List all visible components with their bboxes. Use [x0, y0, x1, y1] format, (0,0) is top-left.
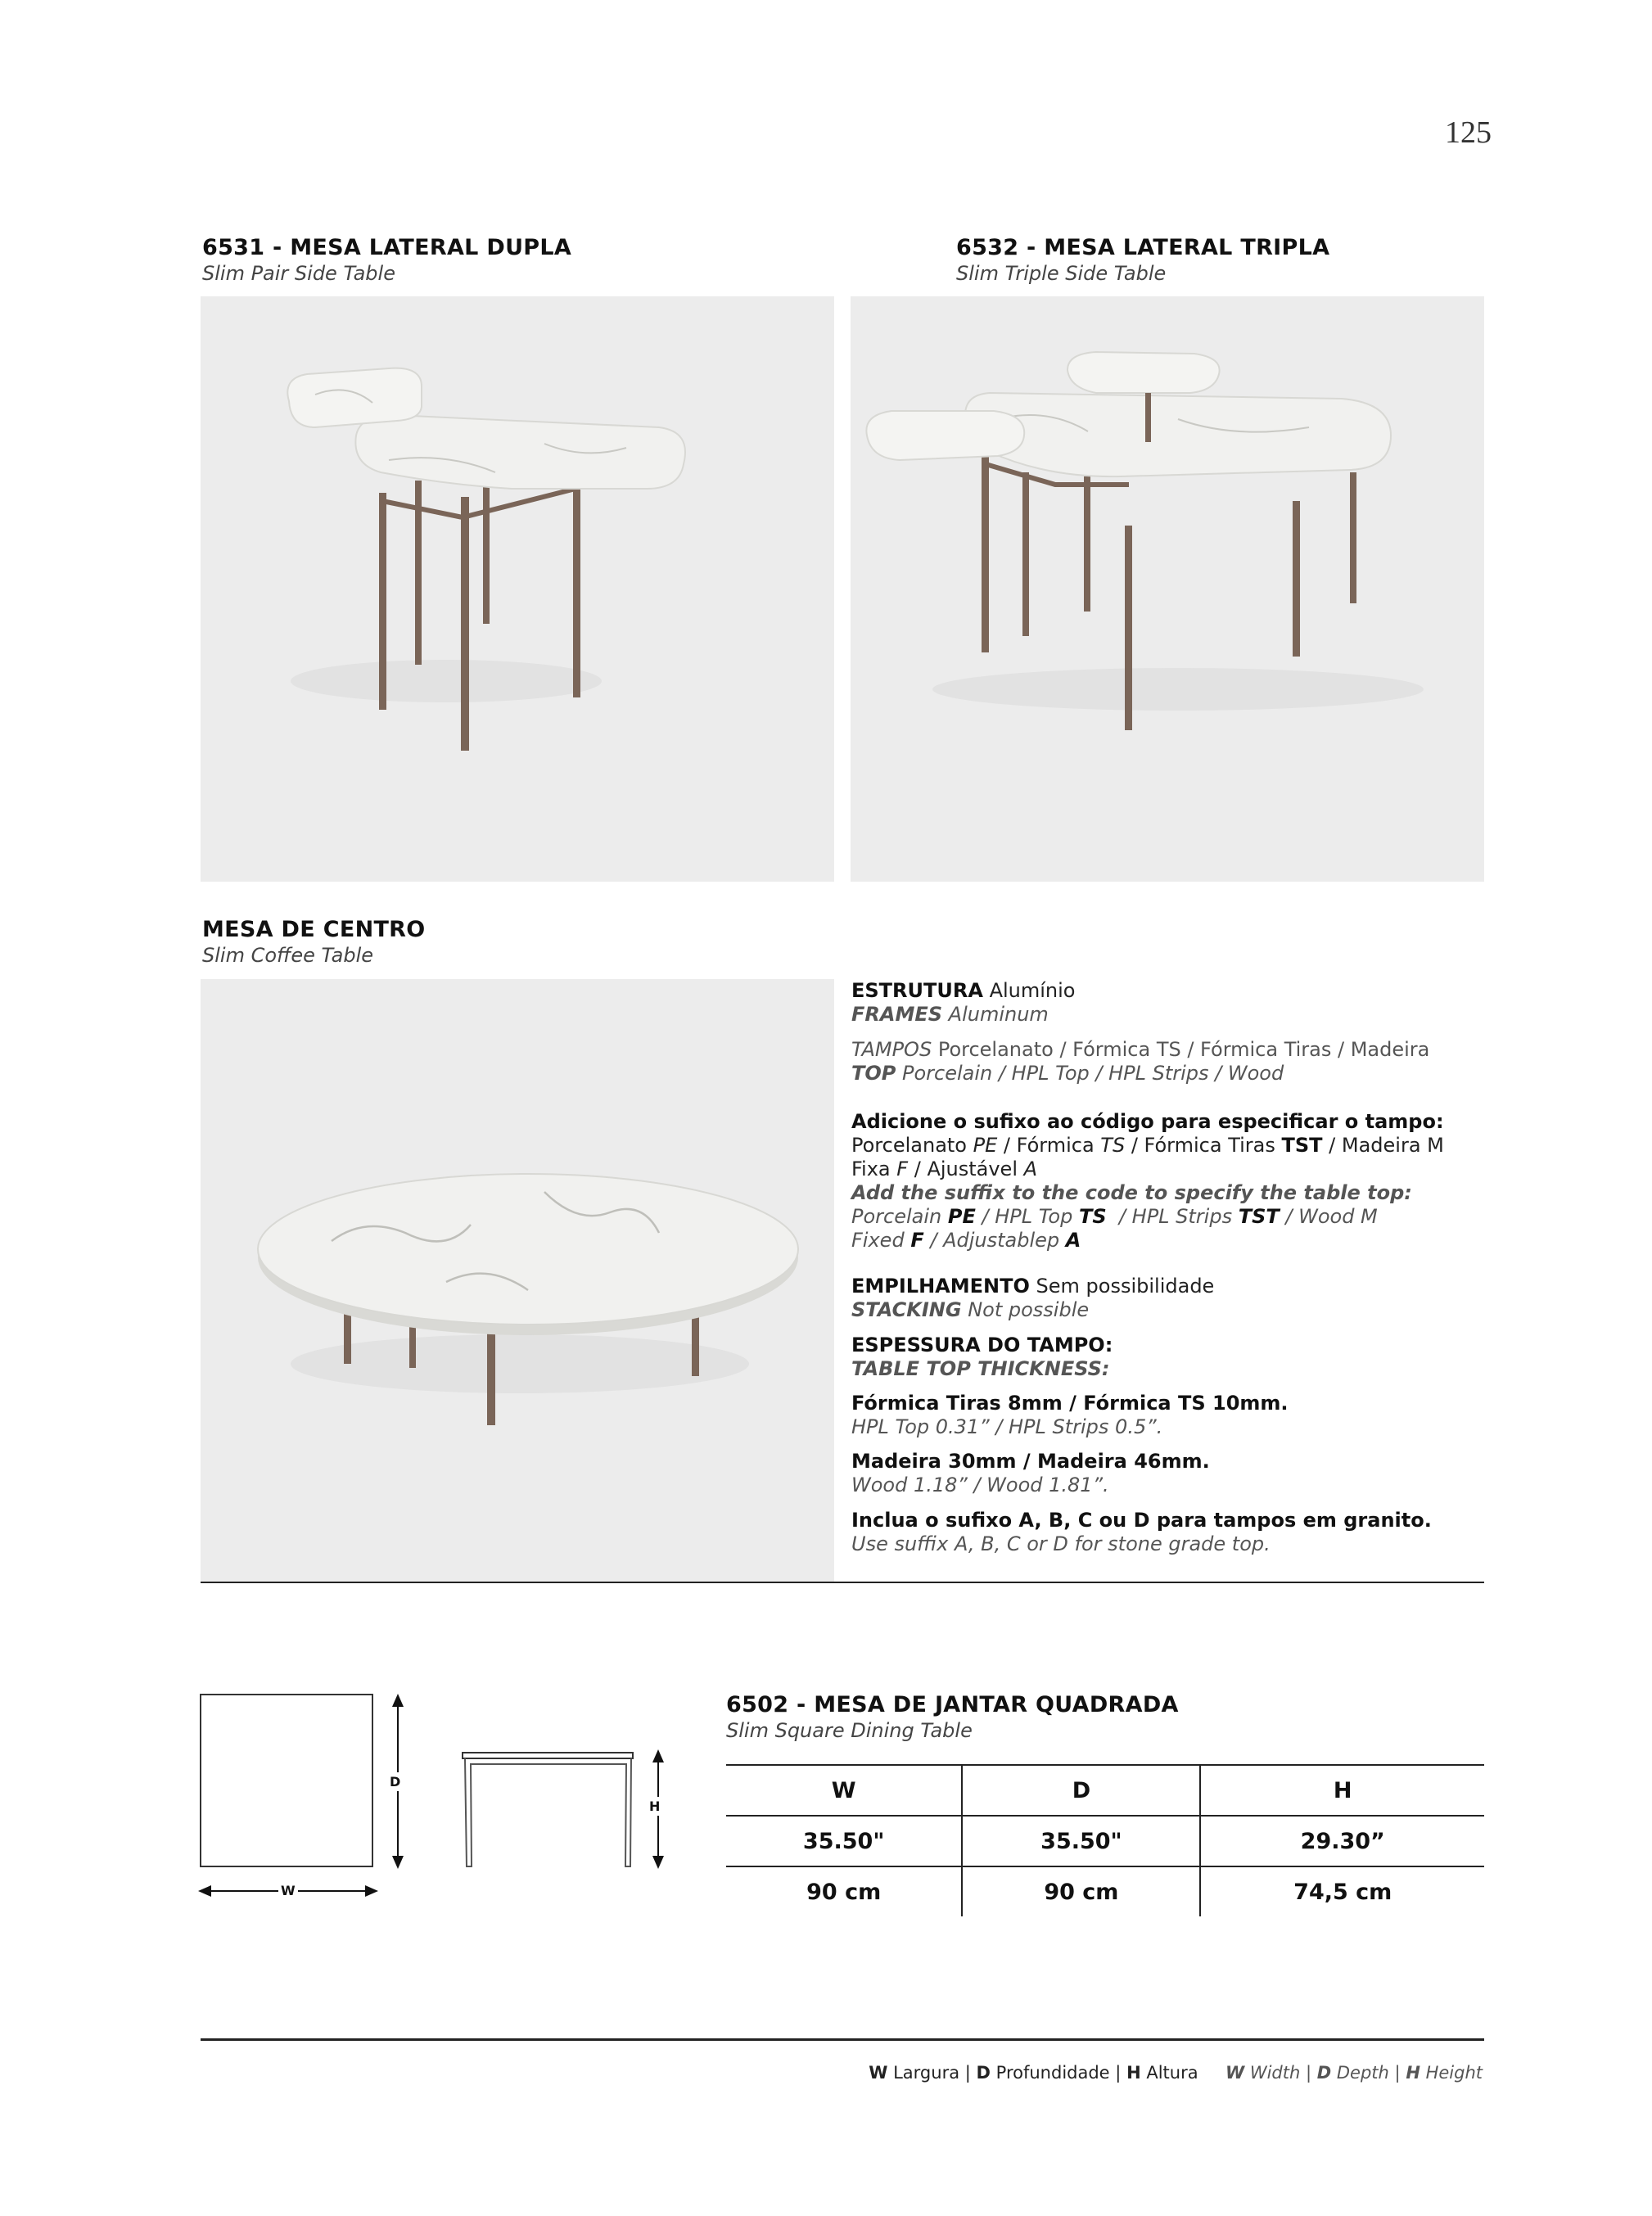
spec-empilhamento-value: Sem possibilidade [1036, 1275, 1215, 1298]
suffix-en-tst: TST [1238, 1205, 1280, 1228]
suffix-pe: PE [973, 1134, 998, 1157]
spec-suffix-pt-line1: Porcelanato PE / Fórmica TS / Fórmica Tiras TST / Madeira M [851, 1134, 1444, 1157]
coffee-table-title: MESA DE CENTRO [202, 917, 426, 942]
suffix-tst: TST [1281, 1134, 1323, 1157]
spec-thickness [851, 1334, 1498, 1381]
spec-formica-thickness [851, 1392, 1498, 1439]
inches-d: 35.50" [962, 1816, 1200, 1866]
suffix-madeira-m: Madeira M [1341, 1134, 1444, 1157]
dining-table-title: 6502 - MESA DE JANTAR QUADRADA [726, 1692, 1179, 1717]
spec-granite [851, 1509, 1498, 1556]
coffee-table-image [201, 979, 834, 1582]
spec-suffix-en-line1: Porcelain PE / HPL Top TS / HPL Strips TST / Wood M [851, 1205, 1378, 1228]
table-row [726, 1765, 1484, 1816]
spec-suffix-pt-line2: Fixa F / Ajustável A [851, 1158, 1038, 1180]
spec-suffix-en-line2: Fixed F / Adjustablep A [851, 1229, 1081, 1252]
spec-top-label: TOP [851, 1062, 896, 1085]
dimension-diagram [188, 1682, 679, 1920]
suffix-en-pe: PE [947, 1205, 976, 1228]
footer-divider [201, 2038, 1484, 2041]
spec-stacking-label: STACKING [851, 1298, 962, 1321]
section-divider [201, 1582, 1484, 1583]
legend-pt-sep1: | [964, 2063, 971, 2083]
legend-en-w: W [1225, 2063, 1245, 2083]
suffix-en-fixed: Fixed [851, 1229, 905, 1252]
pair-side-table-title: 6531 - MESA LATERAL DUPLA [202, 235, 572, 260]
spec-granito-en: Use suffix A, B, C or D for stone grade top. [851, 1532, 1271, 1555]
triple-side-table-title: 6532 - MESA LATERAL TRIPLA [956, 235, 1330, 260]
side-view-legs [465, 1758, 631, 1866]
header-w: W [726, 1765, 962, 1816]
legend-pt-w-text: Largura [893, 2063, 960, 2083]
diagram-h-label: H [649, 1799, 661, 1814]
header-h: H [1200, 1765, 1484, 1816]
spec-estrutura-value: Alumínio [989, 979, 1076, 1002]
pair-side-table-subtitle: Slim Pair Side Table [202, 262, 395, 285]
suffix-en-adjustable: Adjustablep [943, 1229, 1060, 1252]
spec-tampos-value: Porcelanato / Fórmica TS / Fórmica Tiras / Madeira [937, 1038, 1430, 1061]
triple-side-table-subtitle: Slim Triple Side Table [956, 262, 1167, 285]
spec-formica-thickness-pt: Fórmica Tiras 8mm / Fórmica TS 10mm. [851, 1392, 1289, 1415]
inches-h: 29.30” [1200, 1816, 1484, 1866]
legend-pt-w: W [869, 2063, 888, 2083]
legend-pt-h-text: Altura [1146, 2063, 1198, 2083]
suffix-ajustavel: Ajustável [927, 1158, 1018, 1180]
spec-frames-value: Aluminum [948, 1003, 1049, 1026]
suffix-f: F [896, 1158, 909, 1180]
spec-espessura-title: ESPESSURA DO TAMPO: [851, 1334, 1113, 1356]
coffee-table-illustration [201, 979, 834, 1582]
suffix-a: A [1023, 1158, 1038, 1180]
spec-estrutura-line [851, 979, 1498, 1003]
dimension-legend [869, 2063, 1483, 2083]
spec-stacking [851, 1275, 1498, 1322]
spec-madeira-thickness-pt: Madeira 30mm / Madeira 46mm. [851, 1450, 1210, 1473]
suffix-formica: Fórmica [1016, 1134, 1095, 1157]
legend-pt-d-text: Profundidade [995, 2063, 1110, 2083]
legend-en-d: D [1316, 2063, 1332, 2083]
cm-d: 90 cm [962, 1866, 1200, 1916]
suffix-formica-tiras: Fórmica Tiras [1144, 1134, 1275, 1157]
legend-en-sep2: | [1394, 2063, 1401, 2083]
table-row [726, 1816, 1484, 1866]
spec-tampos-label: TAMPOS [851, 1038, 932, 1061]
spec-tops [851, 1038, 1498, 1085]
dimensions-table [726, 1764, 1484, 1916]
legend-en-h: H [1406, 2063, 1420, 2083]
spec-top-value: Porcelain / HPL Top / HPL Strips / Wood [902, 1062, 1284, 1085]
spec-estrutura-label: ESTRUTURA [851, 979, 983, 1002]
suffix-fixa: Fixa [851, 1158, 891, 1180]
suffix-en-wood-m: Wood M [1298, 1205, 1378, 1228]
inches-w: 35.50" [726, 1816, 962, 1866]
suffix-en-a: A [1065, 1229, 1081, 1252]
spec-thickness-title: TABLE TOP THICKNESS: [851, 1357, 1110, 1380]
spec-wood-thickness [851, 1450, 1498, 1497]
legend-en-sep1: | [1306, 2063, 1312, 2083]
spec-empilhamento-label: EMPILHAMENTO [851, 1275, 1030, 1298]
legend-pt-d: D [976, 2063, 991, 2083]
suffix-en-porcelain: Porcelain [851, 1205, 942, 1228]
spec-stacking-value: Not possible [968, 1298, 1090, 1321]
coffee-table-subtitle: Slim Coffee Table [202, 944, 374, 967]
suffix-en-hpl-strips: HPL Strips [1131, 1205, 1233, 1228]
suffix-en-hpl-top: HPL Top [995, 1205, 1073, 1228]
diagram-d-label: D [390, 1774, 401, 1789]
legend-pt-h: H [1126, 2063, 1141, 2083]
cm-w: 90 cm [726, 1866, 962, 1916]
table-row [726, 1866, 1484, 1916]
spec-tampos-line [851, 1038, 1498, 1062]
legend-en [1225, 2063, 1483, 2083]
spec-granito-pt: Inclua o sufixo A, B, C ou D para tampos em granito. [851, 1509, 1432, 1532]
top-view-square [201, 1695, 372, 1866]
suffix-en-f: F [910, 1229, 924, 1252]
spec-frames [851, 979, 1498, 1027]
diagram-w-label: W [278, 1883, 298, 1898]
spec-suffix-en-title: Add the suffix to the code to specify the table top: [851, 1181, 1412, 1204]
pair-side-table-illustration [201, 296, 834, 882]
side-view-top [463, 1753, 633, 1758]
spec-top-line [851, 1062, 1498, 1085]
suffix-porcelanato: Porcelanato [851, 1134, 967, 1157]
legend-pt-sep2: | [1115, 2063, 1122, 2083]
header-d: D [962, 1765, 1200, 1816]
legend-en-d-text: Depth [1336, 2063, 1389, 2083]
suffix-en-ts: TS [1079, 1205, 1107, 1228]
spec-suffix-pt-title: Adicione o sufixo ao código para especificar o tampo: [851, 1110, 1444, 1133]
spec-suffix [851, 1110, 1498, 1252]
dining-table-subtitle: Slim Square Dining Table [726, 1719, 973, 1742]
page-number: 125 [1445, 115, 1492, 150]
spec-frames-label: FRAMES [851, 1003, 943, 1026]
triple-side-table-illustration [851, 296, 1484, 882]
spec-frames-line [851, 1003, 1498, 1027]
legend-pt [869, 2063, 1203, 2083]
legend-en-w-text: Width [1249, 2063, 1301, 2083]
pair-side-table-image [201, 296, 834, 882]
spec-hpl-thickness-en: HPL Top 0.31” / HPL Strips 0.5”. [851, 1415, 1163, 1438]
cm-h: 74,5 cm [1293, 1879, 1392, 1905]
spec-wood-thickness-en: Wood 1.18” / Wood 1.81”. [851, 1474, 1109, 1496]
legend-en-h-text: Height [1425, 2063, 1483, 2083]
triple-side-table-image [851, 296, 1484, 882]
suffix-ts: TS [1100, 1134, 1126, 1157]
